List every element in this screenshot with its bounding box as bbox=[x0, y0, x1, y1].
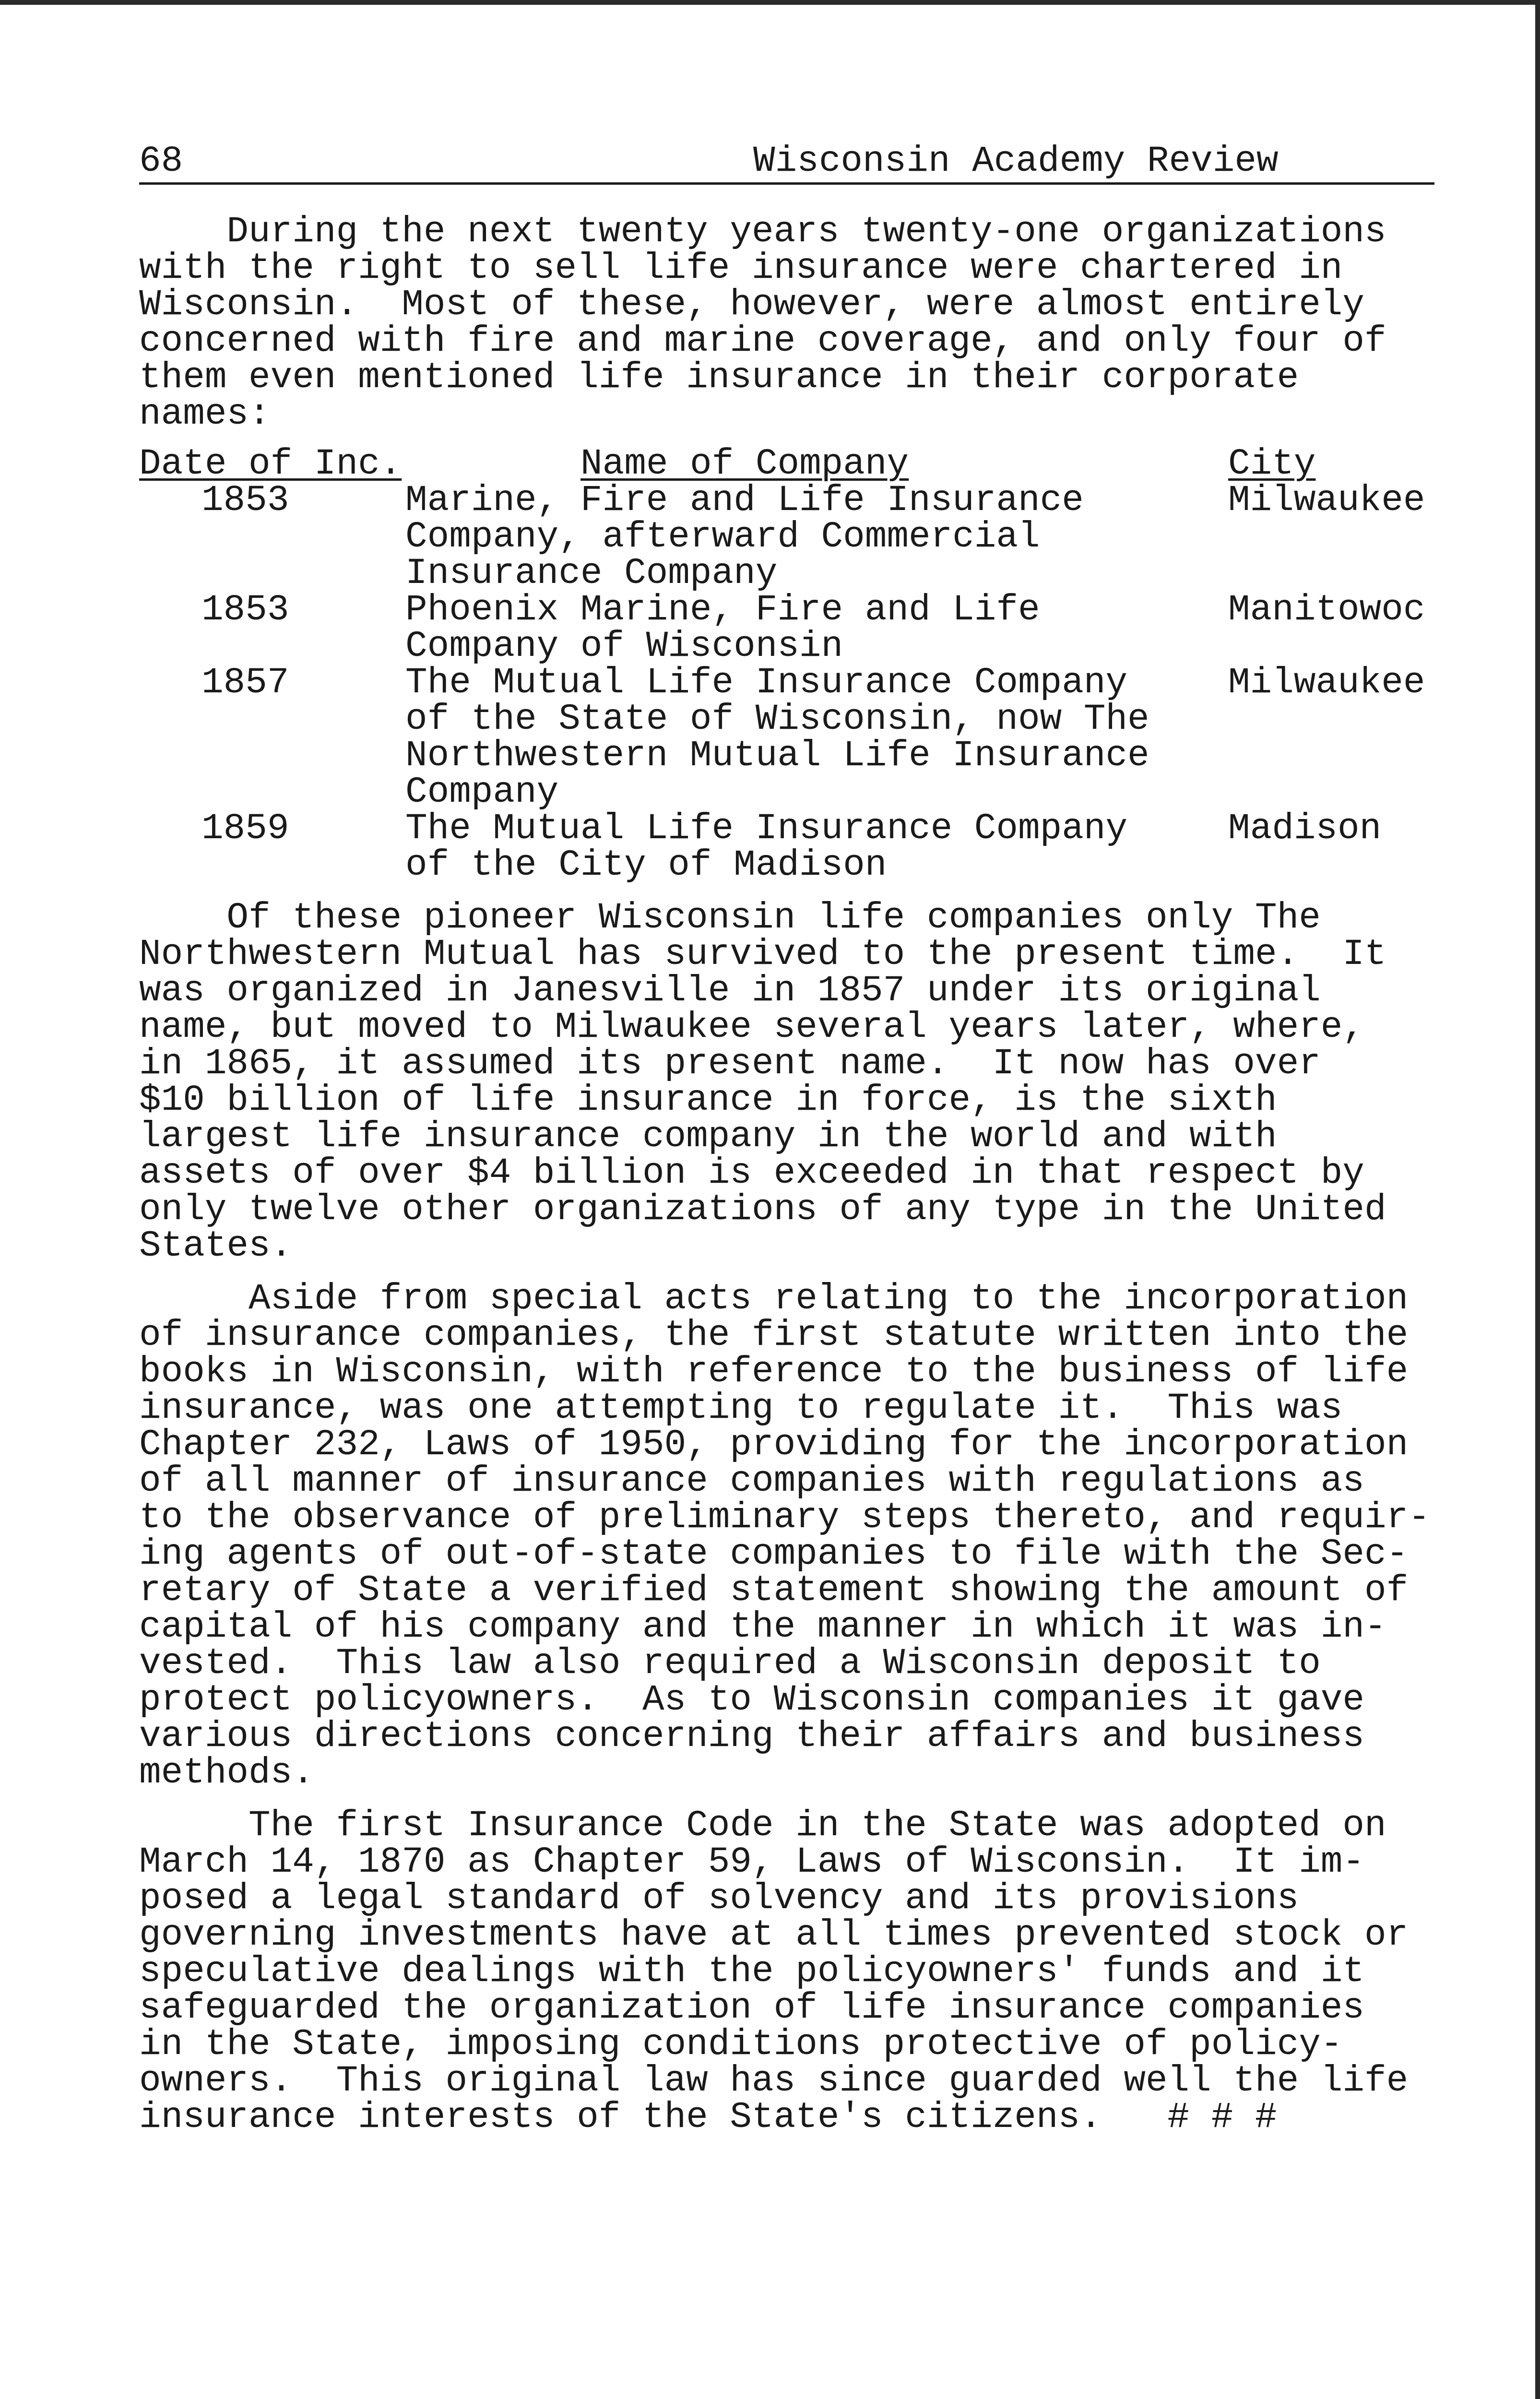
paragraph-intro: During the next twenty years twenty-one organizations with the right to sell life insurance were chartered in Wisconsin. Most of these, however, were almost entirely concerned with fire and marine coverage, and only four of them even mentioned life insurance in their corporate names: bbox=[139, 211, 1386, 435]
row-company-name: Marine, Fire and Life Insurance Company, afterward Commercial Insurance Company bbox=[405, 480, 1084, 594]
row-company-name: The Mutual Life Insurance Company of the City of Madison bbox=[405, 808, 1128, 886]
header-name-of-company: Name of Company bbox=[580, 443, 909, 485]
row-date: 1853 bbox=[201, 589, 289, 630]
paragraph-statute: Aside from special acts relating to the incorporation of insurance companies, the first statute written into the books in Wisconsin, with reference to the business of life insurance, was one attempting to regulate it. This was Chapter 232, Laws of 1950, providing for the incorporation of all manner of insurance companies with regulations as to the observance of preliminary steps thereto, and requir- ing agents of out-of-state companies to file with the Sec- retary of State a verified statement showing the amount of capital of his company and the manner in which it was in- vested. This law also required a Wisconsin deposit to protect policyowners. As to Wisconsin companies it gave various directions concerning their affairs and business methods. bbox=[139, 1278, 1430, 1793]
header-date-of-inc: Date of Inc. bbox=[139, 443, 402, 485]
journal-title: Wisconsin Academy Review bbox=[753, 141, 1279, 182]
row-date: 1857 bbox=[201, 662, 289, 703]
table-header-row bbox=[139, 443, 1434, 485]
row-date: 1859 bbox=[201, 808, 289, 849]
row-city: Madison bbox=[1228, 808, 1382, 849]
paragraph-insurance-code: The first Insurance Code in the State was adopted on March 14, 1870 as Chapter 59, Laws of Wisconsin. It im- posed a legal standard of solvency and its provisions governing investments have at all times prevented stock or speculative dealings with the policyowners' funds and it safeguarded the organization of life insurance companies in the State, imposing conditions protective of policy- owners. This original law has since guarded well the life insurance interests of the State's citizens. # # # bbox=[139, 1805, 1409, 2138]
header-city: City bbox=[1228, 443, 1316, 485]
row-city: Manitowoc bbox=[1228, 589, 1425, 630]
document-page bbox=[139, 139, 1434, 2136]
page-number: 68 bbox=[139, 141, 183, 182]
company-table bbox=[139, 443, 1434, 886]
table-row bbox=[139, 808, 1434, 886]
table-row bbox=[139, 589, 1434, 667]
row-company-name: The Mutual Life Insurance Company of the State of Wisconsin, now The Northwestern Mutual Life Insurance Company bbox=[405, 662, 1149, 813]
row-company-name: Phoenix Marine, Fire and Life Company of Wisconsin bbox=[405, 589, 1040, 667]
row-date: 1853 bbox=[201, 480, 289, 521]
row-city: Milwaukee bbox=[1228, 662, 1425, 703]
scan-border-top bbox=[0, 0, 1540, 5]
running-header bbox=[139, 139, 1434, 185]
paragraph-northwestern: Of these pioneer Wisconsin life companies only The Northwestern Mutual has survived to the present time. It was organized in Janesville in 1857 under its original name, but moved to Milwaukee several years later, where, in 1865, it assumed its present name. It now has over $10 billion of life insurance in force, is the sixth largest life insurance company in the world and with assets of over $4 billion is exceeded in that respect by only twelve other organizations of any type in the United States. bbox=[139, 897, 1386, 1267]
table-row bbox=[139, 482, 1434, 592]
table-row bbox=[139, 662, 1434, 813]
row-city: Milwaukee bbox=[1228, 480, 1425, 521]
scan-border-right bbox=[1535, 0, 1540, 2399]
